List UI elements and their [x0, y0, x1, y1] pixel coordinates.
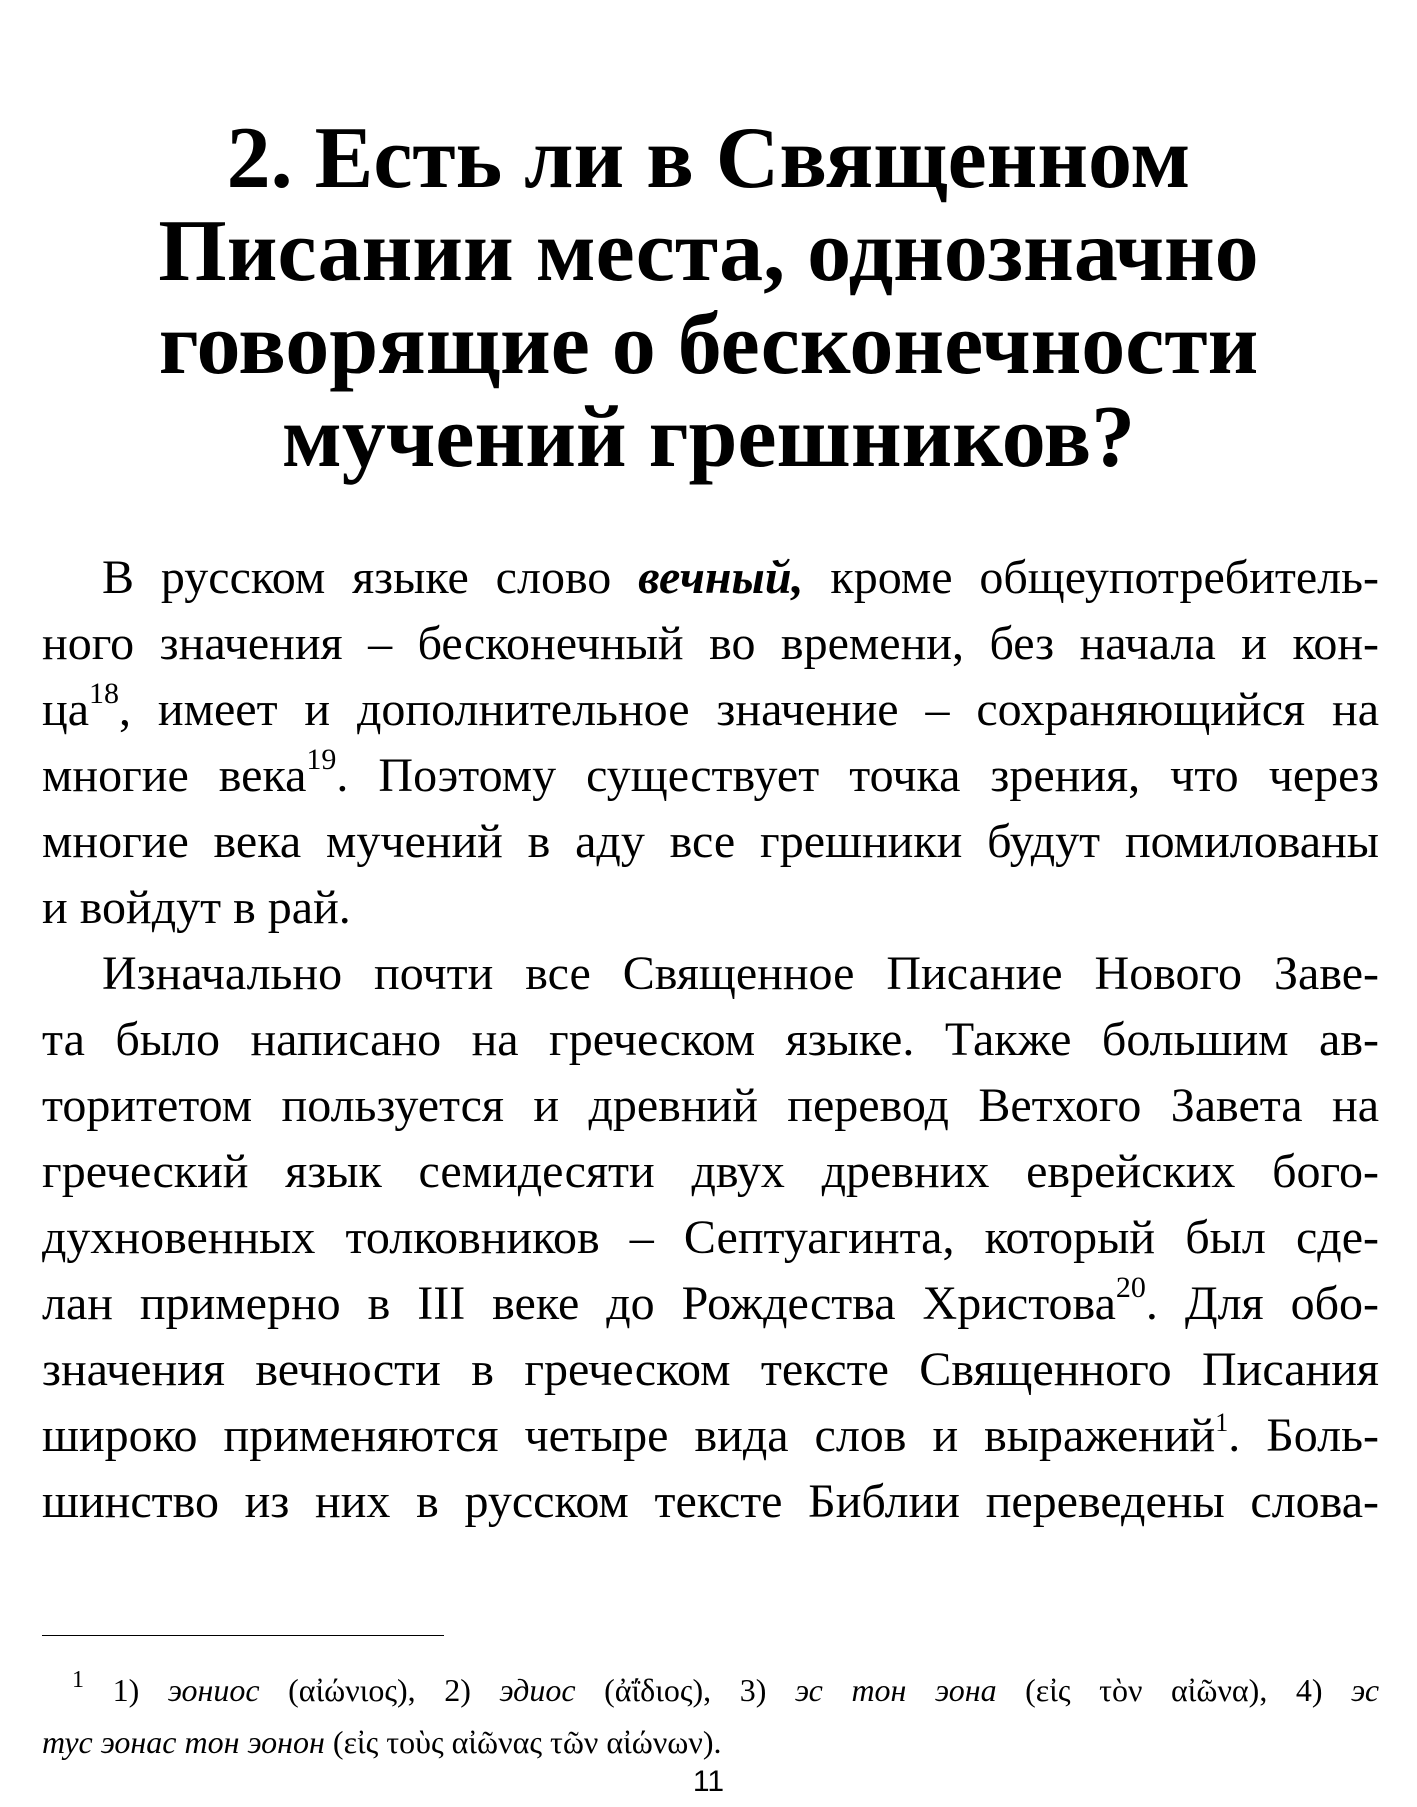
text-line — [42, 743, 1379, 809]
transliteration: эониос — [167, 1672, 260, 1708]
text-run: (αἰώνιος), 2) — [259, 1672, 500, 1708]
text-run: В русском языке слово — [102, 551, 639, 604]
heading-line: 2. Есть ли в Священном — [226, 110, 1191, 207]
footnote-ref: 1 — [1215, 1408, 1229, 1437]
text-run: кроме общеупотребитель- — [803, 551, 1379, 604]
text-run: многие века — [42, 749, 307, 802]
text-run: широко применяются четыре вида слов и выражений — [42, 1409, 1216, 1462]
footnote-line — [42, 1664, 1379, 1716]
text-line: торитетом пользуется и древний перевод Ветхого Завета на — [42, 1079, 1379, 1132]
page-number: 11 — [692, 1765, 725, 1798]
text-line: и войдут в рай. — [42, 881, 351, 934]
text-line: многие века мучений в аду все грешники будут помилованы — [42, 815, 1379, 868]
text-line: ного значения – бесконечный во времени, без начала и кон- — [42, 617, 1379, 670]
heading-line: говорящие о бесконечности — [158, 296, 1259, 393]
text-run: лан примерно в III веке до Рождества Христова — [42, 1277, 1116, 1330]
heading-line: мучений грешников? — [281, 389, 1136, 486]
body-text — [42, 545, 1379, 1535]
emphasis-term: вечный, — [638, 551, 804, 604]
text-line: значения вечности в греческом тексте Священного Писания — [42, 1343, 1379, 1396]
text-line: греческий язык семидесяти двух древних еврейских бого- — [42, 1145, 1379, 1198]
footnote-ref: 20 — [1115, 1271, 1146, 1304]
text-line: Изначально почти все Священное Писание Нового Заве- — [102, 947, 1379, 1000]
footnote-ref: 19 — [306, 743, 337, 776]
footnote-ref: 18 — [89, 677, 119, 710]
text-line — [42, 1403, 1379, 1469]
text-line — [42, 545, 1379, 611]
text-line: та было написано на греческом языке. Также большим ав- — [42, 1013, 1379, 1066]
footnote — [42, 1664, 1379, 1768]
text-run: . Для обо- — [1145, 1277, 1380, 1330]
text-line — [42, 1271, 1379, 1337]
text-run: (εἰς τοὺς αἰῶνας τῶν αἰώνων). — [324, 1724, 722, 1760]
text-run: (ἀΐδιος), 3) — [575, 1672, 795, 1708]
text-line: духновенных толковников – Септуагинта, который был сде- — [42, 1211, 1379, 1264]
chapter-heading — [150, 112, 1267, 484]
transliteration: тус эонас тон эонон — [42, 1724, 325, 1760]
heading-line: Писании места, однозначно — [158, 203, 1259, 300]
footnote-line — [42, 1716, 1379, 1768]
text-run: . Боль- — [1228, 1409, 1379, 1462]
text-line: шинство из них в русском тексте Библии переведены слова- — [42, 1475, 1379, 1528]
transliteration: эс — [1351, 1672, 1380, 1708]
text-run: (εἰς τὸν αἰῶνα), 4) — [996, 1672, 1352, 1708]
text-run: ца — [42, 683, 89, 736]
transliteration: эс тон эона — [794, 1672, 997, 1708]
text-run: . Поэтому существует точка зрения, что через — [336, 749, 1379, 802]
text-run: 1) — [84, 1672, 168, 1708]
text-run: , имеет и дополнительное значение – сохраняющийся на — [119, 683, 1379, 736]
text-line — [42, 677, 1379, 743]
transliteration: эдиос — [499, 1672, 576, 1708]
footnote-mark: 1 — [72, 1667, 84, 1693]
footnote-divider — [42, 1635, 444, 1636]
